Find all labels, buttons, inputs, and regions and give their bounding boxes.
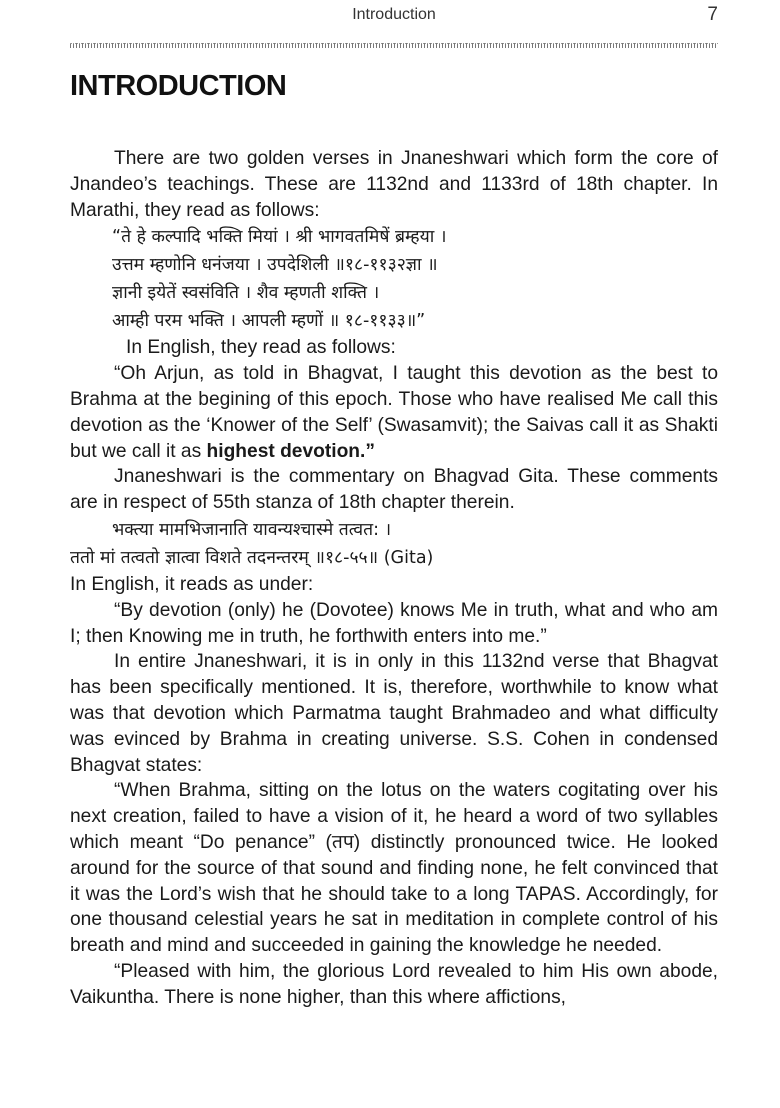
paragraph: There are two golden verses in Jnaneshwari which form the core of Jnandeo’s teachings. These are 1132nd and 1133rd of 18th chapter. In Marathi, they read as follows: [70,148,718,221]
paragraph: In English, they read as follows: [126,337,396,359]
paragraph: In entire Jnaneshwari, it is in only in this 1132nd verse that Bhagvat has been specifically mentioned. It is, therefore, worthwhile to know what was that devotion which Parmatma taught Brahmadeo and what difficulty was evinced by Brahma in creating universe. S.S. Cohen in condensed Bhagvat states: [70,651,718,776]
marathi-verse-line: “ते हे कल्पादि भक्ति मियां । श्री भागवतमिषें ब्रम्हया । [112,227,447,248]
gita-verse-line: ततो मां तत्वतो ज्ञात्वा विशते तदनन्तरम् ॥१८-५५॥ (Gita) [70,547,434,568]
paragraph: In English, it reads as under: [70,573,314,595]
body-text [70,146,718,1011]
running-header [70,4,718,26]
emphasis-text: highest devotion.” [206,440,375,462]
paragraph-text: “Oh Arjun, as told in Bhagvat, I taught this devotion as the best to Brahma at the begining of this epoch. Those who have realised Me call this devotion as the ‘Knower of the Self’ (Swasamvit); the Saivas call it as Shakti but we call it as [70,363,718,462]
paragraph: “By devotion (only) he (Dovotee) knows Me in truth, what and who am I; then Knowing me in truth, he forthwith enters into me.” [70,599,718,647]
marathi-verse-line: ज्ञानी इयेतें स्वसंविति । शैव म्हणती शक्ति । [112,283,380,304]
chapter-title: INTRODUCTION [70,70,287,102]
gita-verse-line: भक्त्या मामभिजानाति यावन्यश्चास्मे तत्वत: । [112,519,392,540]
paragraph: Jnaneshwari is the commentary on Bhagvad Gita. These comments are in respect of 55th stanza of 18th chapter therein. [70,466,718,514]
running-title: Introduction [352,6,436,23]
marathi-verse-line: उत्तम म्हणोनि धनंजया । उपदेशिली ॥१८-११३२ज्ञा ॥ [112,255,438,276]
paragraph: “When Brahma, sitting on the lotus on the waters cogitating over his next creation, failed to have a vision of it, he heard a word of two syllables which meant “Do penance” (तप) distinctly pronounced twice. He looked around for the source of that sound and finding none, he felt convinced that it was the Lord’s wish that he should take to a long TAPAS. Accordingly, for one thousand celestial years he sat in meditation in complete control of his breath and mind and succeeded in gaining the knowledge he needed. [70,780,718,957]
paragraph: “Pleased with him, the glorious Lord revealed to him His own abode, Vaikuntha. There is none higher, than this where affictions, [70,960,718,1008]
header-rule [70,43,718,48]
marathi-verse-line: आम्ही परम भक्ति । आपली म्हणों ॥ १८-११३३॥” [112,311,426,332]
paragraph [70,361,718,464]
page-number: 7 [707,4,718,25]
